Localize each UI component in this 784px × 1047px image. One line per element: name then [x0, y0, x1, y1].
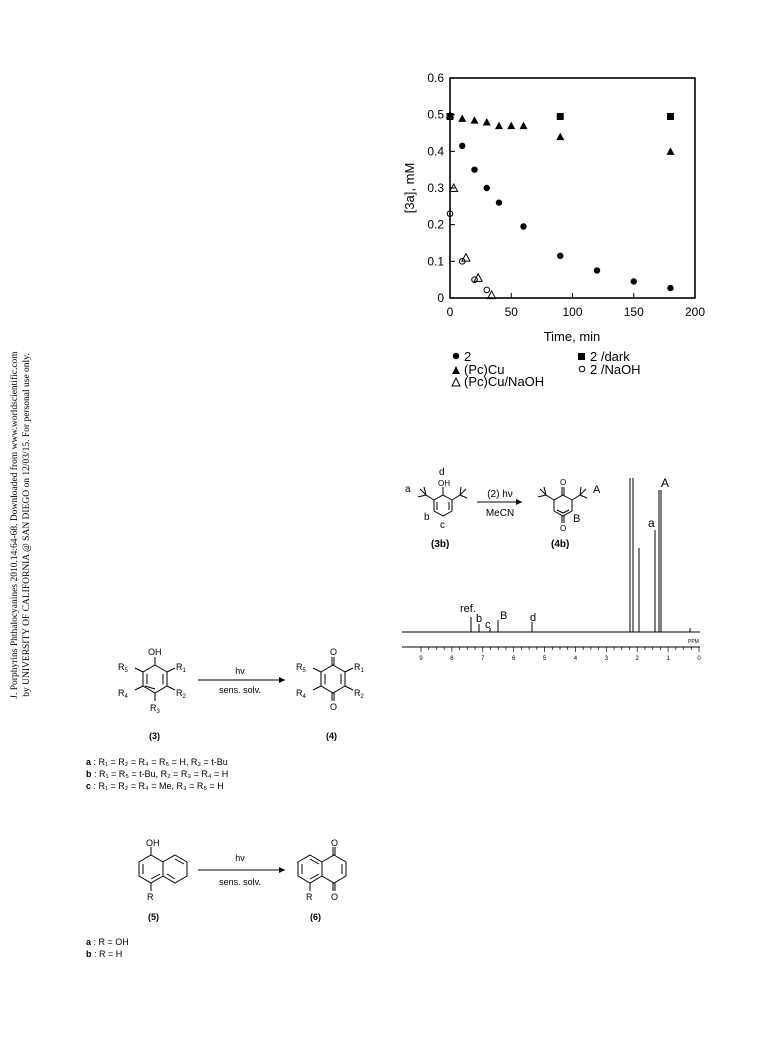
y-tick-label: 0 — [437, 291, 444, 305]
s2-def-a: a : R = OH — [86, 937, 129, 947]
chart-legend — [452, 349, 641, 389]
ppm-tick-label: 9 — [419, 656, 423, 662]
s2-reagent-top: hν — [235, 853, 245, 863]
structure-4 — [313, 657, 353, 701]
legend-label-pccu: (Pc)Cu — [464, 362, 505, 377]
data-point-filled-square — [557, 113, 564, 120]
y-tick-label: 0.2 — [427, 217, 444, 232]
data-point-filled-triangle — [495, 122, 503, 130]
peak-c: c — [485, 619, 491, 631]
ppm-tick-label: 0 — [697, 656, 701, 662]
data-point-filled-triangle — [458, 114, 466, 122]
s1p-r4: $R_4$ — [296, 688, 306, 700]
data-point-filled-circle — [667, 285, 673, 291]
s1-o-bottom: O — [330, 702, 338, 712]
s2-o-bottom: O — [331, 892, 339, 902]
peak-d: d — [530, 612, 537, 624]
data-point-filled-circle — [631, 278, 637, 284]
data-point-filled-square — [667, 113, 674, 120]
peak-A: A — [661, 476, 670, 490]
s1-o-top: O — [330, 647, 338, 657]
scheme-2 — [86, 838, 346, 959]
y-axis-label: [3a], mM — [402, 162, 417, 214]
ppm-tick-label: 3 — [604, 656, 609, 662]
data-point-filled-circle — [520, 223, 526, 229]
download-notice-line1: J. Porphyrins Phthalocyanines 2010.14:64-68. Downloaded from www.worldscientific.com — [10, 351, 20, 699]
reagent-bottom: MeCN — [485, 508, 515, 519]
data-point-filled-square — [447, 113, 454, 120]
ppm-tick-label: 1 — [666, 656, 670, 662]
s2-o-top: O — [331, 838, 339, 848]
legend-label-2: 2 — [464, 349, 472, 364]
s1-r2: $R_2$ — [176, 688, 186, 700]
s1-r4: $R_4$ — [118, 688, 128, 700]
download-notice-line2: by UNIVERSITY OF CALIFORNIA @ SAN DIEGO on 12/03/15. For personal use only. — [22, 353, 32, 697]
data-point-filled-triangle — [507, 122, 515, 130]
x-tick-label: 200 — [684, 305, 706, 319]
data-point-filled-circle — [496, 199, 502, 205]
s1-reagent-bottom: sens. solv. — [219, 685, 261, 695]
s2-oh: OH — [146, 838, 160, 848]
ppm-tick-label: 2 — [635, 656, 639, 662]
data-point-filled-triangle — [471, 116, 479, 124]
s1-def-c: c : R₁ = R₂ = R₄ = Me, R₃ = R₅ = H — [86, 781, 224, 791]
legend-marker-pccu — [452, 366, 460, 374]
x-tick-label: 100 — [562, 305, 583, 319]
s2-num-5: (5) — [148, 912, 159, 922]
s1-reagent-top: hν — [235, 666, 245, 676]
s1-r1: $R_1$ — [176, 662, 186, 674]
s1-num-3: (3) — [149, 731, 160, 741]
s1p-r1: $R_1$ — [354, 662, 364, 674]
data-point-filled-circle — [459, 143, 465, 149]
data-point-filled-circle — [484, 185, 490, 191]
legend-marker-2 — [453, 353, 459, 359]
nmr-spectrum — [402, 478, 700, 647]
legend-marker-2-naoh — [579, 366, 585, 372]
ppm-tick-label: 8 — [450, 656, 454, 662]
y-tick-label: 0.1 — [427, 254, 444, 269]
data-point-filled-triangle — [520, 122, 528, 130]
label-4b: (4b) — [551, 539, 570, 550]
scheme-1 — [86, 647, 365, 791]
label-B: B — [573, 513, 581, 525]
peak-b: b — [476, 613, 483, 625]
peak-B: B — [500, 610, 508, 622]
legend-marker-2-dark — [578, 353, 585, 360]
data-point-filled-triangle — [667, 147, 675, 155]
ppm-tick-label: 5 — [542, 656, 547, 662]
s1-r5: $R_5$ — [118, 662, 128, 674]
y-tick-label: 0.6 — [427, 71, 444, 85]
structure-3 — [135, 657, 175, 701]
label-a: a — [405, 484, 411, 495]
s2-r: R — [147, 892, 154, 902]
label-3b: (3b) — [431, 539, 450, 550]
legend-label-2-naoh: 2 /NaOH — [590, 362, 641, 377]
s1-r3: $R_3$ — [150, 703, 160, 715]
legend-marker-pccu-naoh — [452, 378, 460, 386]
label-oh: OH — [438, 479, 450, 488]
label-o-top: O — [560, 478, 567, 487]
y-tick-label: 0.4 — [427, 144, 444, 159]
s2-num-6: (6) — [310, 912, 321, 922]
x-axis-label: Time, min — [543, 329, 601, 344]
data-point-filled-circle — [594, 267, 600, 273]
ppm-unit: PPM — [688, 639, 699, 645]
data-point-filled-triangle — [483, 118, 491, 126]
legend-label-pccu-naoh: (Pc)Cu/NaOH — [464, 374, 545, 389]
data-point-open-circle — [484, 287, 490, 293]
nmr-figure — [402, 467, 701, 662]
label-A: A — [593, 484, 601, 496]
s1-num-4: (4) — [326, 731, 337, 741]
peak-ref: ref. — [460, 603, 476, 615]
s1p-r5: $R_5$ — [296, 662, 306, 674]
s2-def-b: b : R = H — [86, 949, 123, 959]
peak-a: a — [648, 516, 655, 530]
label-o-bottom: O — [560, 524, 567, 533]
ppm-tick-label: 7 — [481, 656, 485, 662]
x-tick-label: 0 — [446, 305, 454, 319]
x-tick-label: 150 — [623, 305, 644, 319]
data-point-filled-circle — [557, 253, 563, 259]
s1-def-a: a : R₁ = R₂ = R₄ = R₅ = H, R₃ = t-Bu — [86, 757, 228, 767]
arrowhead-icon — [516, 499, 522, 505]
s2p-r: R — [306, 892, 313, 902]
structure-5 — [139, 847, 187, 891]
s2-reagent-bottom: sens. solv. — [219, 877, 261, 887]
arrowhead-icon — [279, 677, 285, 683]
label-b: b — [424, 512, 430, 523]
data-point-open-triangle — [474, 274, 482, 282]
y-tick-label: 0.5 — [427, 107, 444, 122]
legend-label-2-dark: 2 /dark — [590, 349, 630, 364]
arrowhead-icon — [279, 867, 285, 873]
x-tick-label: 50 — [504, 305, 518, 319]
data-point-open-triangle — [462, 254, 470, 261]
data-point-filled-triangle — [556, 133, 564, 141]
y-tick-label: 0.3 — [427, 181, 444, 195]
ppm-tick-label: 4 — [573, 656, 578, 662]
s1-def-b: b : R₁ = R₅ = t-Bu, R₂ = R₃ = R₄ = H — [86, 769, 229, 779]
data-point-filled-circle — [471, 166, 477, 172]
s1-oh: OH — [148, 647, 162, 657]
structure-6 — [298, 847, 346, 891]
label-c: c — [440, 520, 445, 531]
reagent-top: (2) hν — [487, 489, 513, 500]
ppm-tick-label: 6 — [511, 656, 516, 662]
s1p-r2: $R_2$ — [354, 688, 364, 700]
label-d: d — [439, 467, 445, 478]
